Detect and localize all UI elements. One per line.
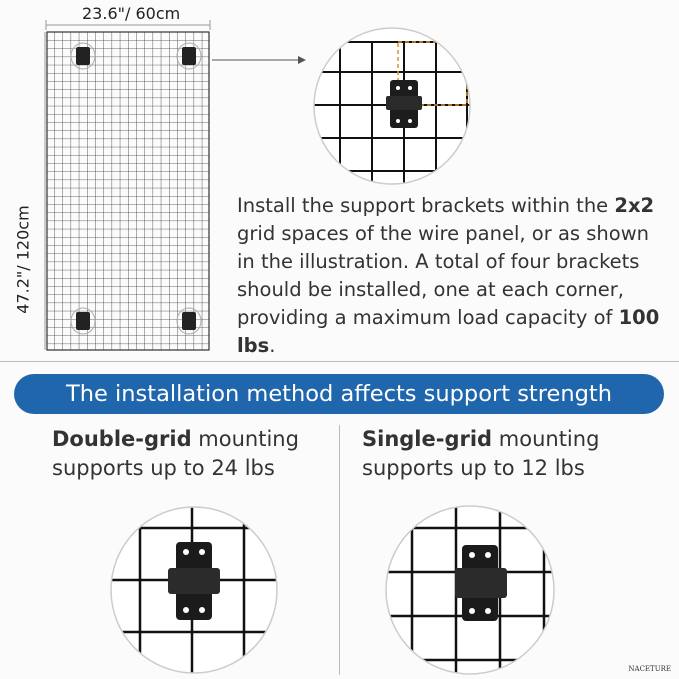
brand-logo: NACETURE <box>628 665 671 673</box>
zoom-circle-double-grid <box>100 500 290 679</box>
width-dimension-label: 23.6"/ 60cm <box>82 4 181 23</box>
section-divider <box>0 361 679 362</box>
installation-description: Install the support brackets within the 2x2 grid spaces of the wire panel, or as shown in the illustration. A total of four brackets should be installed, one at each corner, providing a maximum load capacity of 100 lbs. <box>237 194 660 357</box>
height-dimension-label: 47.2"/ 120cm <box>13 205 33 314</box>
double-grid-text: Double-grid mounting supports up to 24 lbs <box>52 427 299 480</box>
wire-panel <box>47 32 209 350</box>
column-divider <box>339 425 340 675</box>
zoom-circle-corner <box>300 25 480 195</box>
arrow-head-icon <box>298 56 306 64</box>
single-grid-text: Single-grid mounting supports up to 12 lbs <box>362 427 600 480</box>
strength-banner: The installation method affects support strength <box>14 374 664 414</box>
zoom-circle-single-grid <box>380 500 570 679</box>
